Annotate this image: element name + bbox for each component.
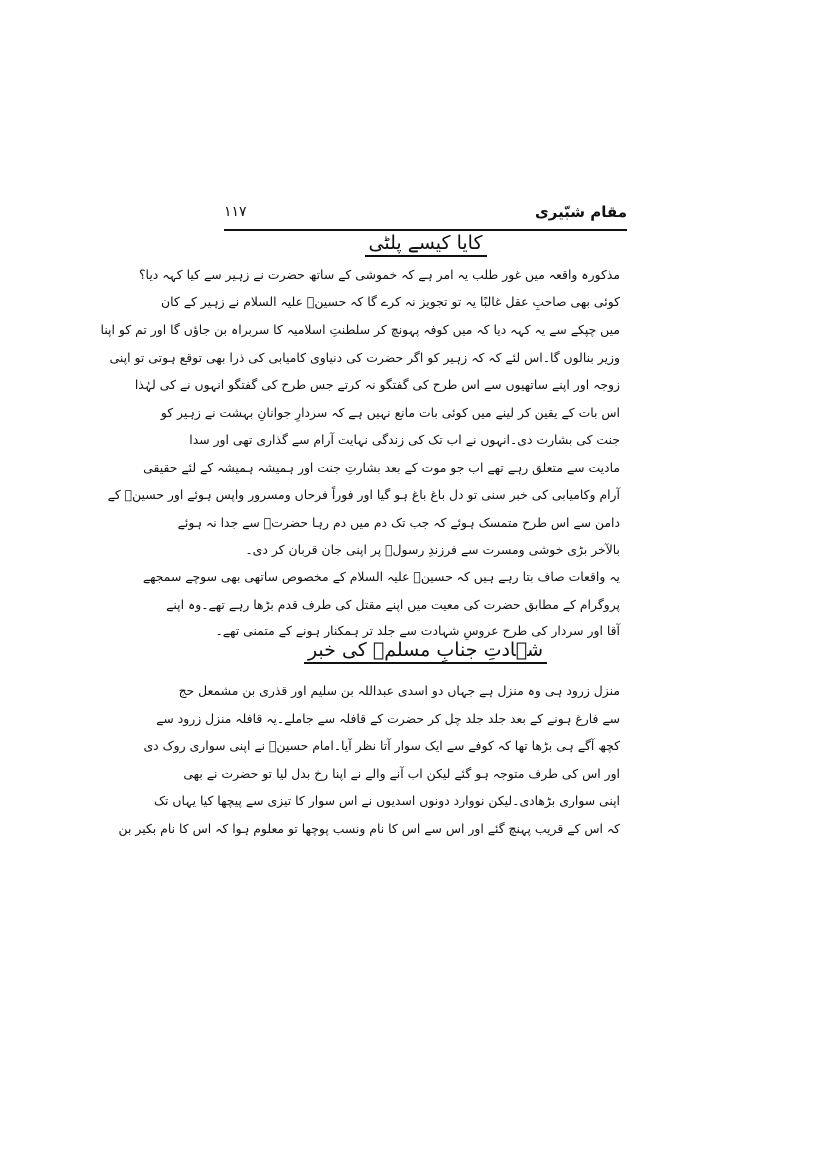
page-number: ۱۱۷ <box>224 204 247 220</box>
section-heading-text: کایا کیسے پلٹی <box>365 232 487 257</box>
text-line: جنت کی بشارت دی۔انہوں نے اب تک کی زندگی نہایت آرام سے گذاری تھی اور سدا <box>189 432 620 447</box>
text-line: آرام وکامیابی کی خبر سنی تو دل باغ باغ ہو گیا اور فوراً فرحاں ومسرور واپس ہوئے اور حسینؑ کے <box>107 487 620 502</box>
text-line: زوجہ اور اپنے ساتھیوں سے اس طرح کی گفتگو نہ کرتے جس طرح کی گفتگو انہوں نے کی لہٰذا <box>134 377 620 392</box>
text-line: اس بات کے یقین کر لینے میں کوئی بات مانع نہیں ہے کہ سردارِ جوانانِ بہشت نے زہیر کو <box>160 405 620 420</box>
text-line: مادیت سے متعلق رہے تھے اب جو موت کے بعد بشارتِ جنت اور ہمیشہ ہمیشہ کے لئے حقیقی <box>143 460 620 475</box>
section-heading <box>224 232 627 257</box>
text-line: کچھ آگے ہی بڑھا تھا کہ کوفے سے ایک سوار آتا نظر آیا۔امام حسینؑ نے اپنی سواری روک دی <box>143 738 620 753</box>
section-heading-text: شہادتِ جنابِ مسلمؑ کی خبر <box>304 639 547 664</box>
text-line: اپنی سواری بڑھادی۔لیکن نووارد دونوں اسدیوں نے اس سوار کا تیزی سے پیچھا کیا یہاں تک <box>153 793 620 808</box>
text-line: مذکورہ واقعہ میں غور طلب یہ امر ہے کہ خموشی کے ساتھ حضرت نے زہیر سے کیا کہہ دیا؟ <box>138 267 620 282</box>
text-line: کوئی بھی صاحبِ عقل غالبًا یہ تو تجویز نہ کرے گا کہ حسینؑ علیہ السلام نے زہیر کے کان <box>160 294 620 309</box>
text-line: آقا اور سردار کی طرح عروسِ شہادت سے جلد تر ہمکنار ہونے کے متمنی تھے۔ <box>215 623 620 638</box>
text-line: بالآخر بڑی خوشی ومسرت سے فرزندِ رسولؐ پر اپنی جان قربان کر دی۔ <box>245 542 620 557</box>
section-heading <box>224 639 627 664</box>
book-title: مقام شبّیری <box>534 203 627 221</box>
text-line: میں چپکے سے یہ کہہ دیا کہ میں کوفہ پہونچ کر سلطنتِ اسلامیہ کا سربراہ بن جاؤں گا اور تم کو اپنا <box>100 322 620 337</box>
text-line: یہ واقعات صاف بتا رہے ہیں کہ حسینؑ علیہ السلام کے مخصوص ساتھی بھی سوچے سمجھے <box>142 569 620 584</box>
header-rule <box>224 229 627 231</box>
text-line: دامن سے اس طرح متمسک ہوئے کہ جب تک دم میں دم رہا حضرتؑ سے جدا نہ ہوئے <box>177 515 620 530</box>
text-line: سے فارغ ہونے کے بعد جلد جلد چل کر حضرت کے قافلہ سے جاملے۔یہ قافلہ منزل زرود سے <box>156 711 620 726</box>
text-line: منزل زرود ہی وہ منزل ہے جہاں دو اسدی عبداللہ بن سلیم اور قذری بن مشمعل حج <box>178 683 620 698</box>
text-line: پروگرام کے مطابق حضرت کی معیت میں اپنے مقتل کی طرف قدم بڑھا رہے تھے۔وہ اپنے <box>166 597 620 612</box>
text-line: اور اس کی طرف متوجہ ہو گئے لیکن اب آنے والے نے اپنا رخ بدل لیا تو حضرت نے بھی <box>183 766 620 781</box>
running-header <box>224 203 627 227</box>
text-line: وزیر بنالوں گا۔اس لئے کہ کہ زہیر کو اگر حضرت کی دنیاوی کامیابی کی ذرا بھی توقع ہوتی تو اپنی <box>109 350 620 365</box>
text-line: کہ اس کے قریب پہنچ گئے اور اس سے اس کا نام ونسب پوچھا تو معلوم ہوا کہ اس کا نام بکیر بن <box>118 821 620 836</box>
